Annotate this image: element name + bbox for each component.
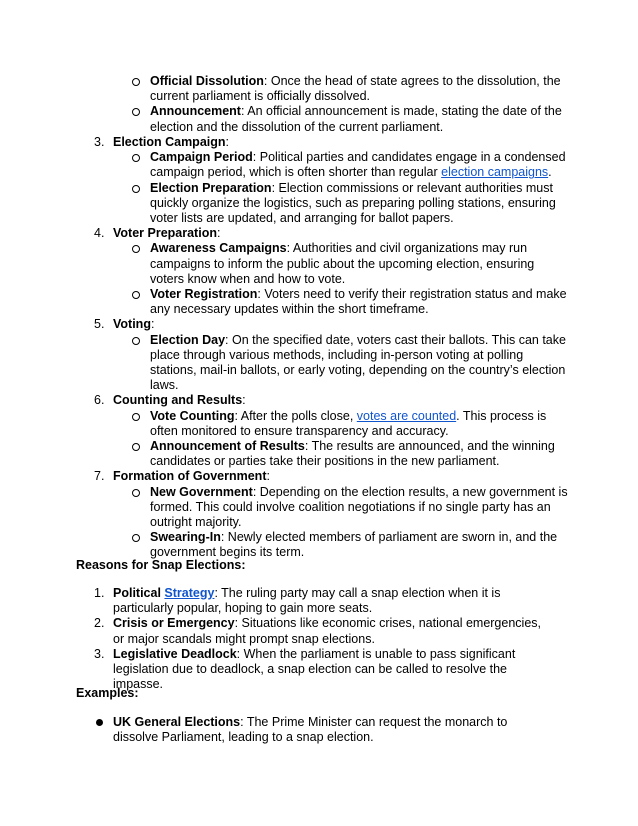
reasons-list (0, 586, 638, 692)
hollow-bullet-icon (132, 337, 140, 345)
step-colon: : (216, 226, 221, 241)
list-item (0, 586, 553, 616)
hollow-bullet-icon (132, 154, 140, 162)
item-term: Official Dissolution (150, 74, 264, 88)
votes-are-counted-link[interactable]: votes are counted (356, 408, 457, 423)
step-item (0, 469, 638, 484)
hollow-bullet-icon (132, 534, 140, 542)
election-campaigns-link[interactable]: election campaigns (441, 165, 549, 180)
item-number: 3. (94, 646, 105, 661)
hollow-bullet-icon (132, 489, 140, 497)
hollow-bullet-icon (132, 108, 140, 116)
item-text: : The ruling party may call a snap election when it is particularly popular, hoping to gain more seats. (113, 586, 501, 616)
filled-bullet-icon (96, 719, 103, 726)
step-colon: : (242, 393, 246, 408)
item-term: Political (113, 586, 165, 600)
item-term: Swearing-In (150, 530, 221, 545)
step-item (0, 393, 638, 408)
item-term: Awareness Campaigns (150, 241, 287, 256)
step-title: Election Campaign (113, 135, 226, 149)
strategy-link[interactable]: Strategy (164, 586, 215, 600)
item-term: Crisis or Emergency (113, 616, 235, 631)
step-colon: : (266, 469, 270, 484)
list-item (0, 333, 570, 394)
list-item (0, 104, 570, 134)
item-term: Election Preparation (150, 180, 272, 195)
item-term: New Government (150, 484, 253, 499)
item-text: : Authorities and civil organizations may run campaigns to inform the public about the upcoming election, ensuring voters know when and how to vote. (150, 241, 535, 286)
item-term: Legislative Deadlock (113, 646, 237, 661)
item-term: Announcement of Results (150, 439, 305, 454)
step-title: Voting (113, 317, 151, 332)
hollow-bullet-icon (132, 443, 140, 451)
item-text: : Election commissions or relevant authorities must quickly organize the logistics, such as preparing polling stations, ensuring voter lists are updated, and arranging for ballot papers. (150, 180, 556, 226)
step-colon: : (150, 317, 155, 332)
item-term: Campaign Period (150, 150, 253, 165)
hollow-bullet-icon (132, 185, 140, 193)
item-term: Announcement (150, 104, 241, 119)
item-text: : An official announcement is made, stating the date of the election and the dissolution of the current parliament. (150, 104, 562, 134)
item-text: : The results are announced, and the winning candidates or parties take their positions in the new parliament. (150, 439, 555, 469)
item-number: 1. (94, 586, 105, 600)
step-number: 7. (94, 469, 105, 484)
item-text: : The Prime Minister can request the monarch to dissolve Parliament, leading to a snap election. (113, 715, 508, 745)
list-item (0, 181, 570, 227)
top-sub-list (0, 74, 638, 135)
steps-list (0, 135, 638, 561)
item-text: : After the polls close, (234, 408, 357, 423)
list-item (0, 439, 570, 469)
item-text: : Newly elected members of parliament are sworn in, and the government begins its term. (150, 530, 558, 560)
item-text-after: . This process is often monitored to ensure transparency and accuracy. (150, 408, 547, 438)
step-item (0, 135, 638, 150)
item-term: Voter Registration (150, 287, 258, 302)
list-item (0, 530, 570, 560)
item-text: : Depending on the election results, a new government is formed. This could involve coalition negotiations if no single party has an outright majority. (150, 484, 568, 530)
list-item (0, 409, 570, 439)
item-term: Vote Counting (150, 408, 235, 423)
step-number: 5. (94, 317, 105, 332)
step-title: Counting and Results (113, 393, 243, 408)
step-number: 6. (94, 393, 105, 408)
list-item (0, 150, 570, 180)
list-item (0, 485, 570, 531)
list-item (0, 241, 570, 287)
list-item (0, 287, 570, 317)
step-title: Voter Preparation (113, 226, 217, 241)
step-item (0, 317, 638, 332)
hollow-bullet-icon (132, 291, 140, 299)
step-item (0, 226, 638, 241)
reasons-heading: Reasons for Snap Elections: (76, 558, 246, 572)
item-text-after: . (548, 165, 552, 180)
step-number: 3. (94, 135, 105, 149)
item-text: : Political parties and candidates engage in a condensed campaign period, which is often shorter than regular (150, 150, 566, 180)
item-text: : On the specified date, voters cast their ballots. This can take place through various methods, including in-person voting at polling stations, mail-in ballots, or early voting, depending on the country’s election laws. (150, 332, 566, 393)
list-item (0, 715, 553, 745)
hollow-bullet-icon (132, 413, 140, 421)
step-number: 4. (94, 226, 105, 241)
item-term: Election Day (150, 332, 226, 347)
item-text: : Situations like economic crises, national emergencies, or major scandals might prompt snap elections. (113, 616, 541, 646)
item-number: 2. (94, 616, 105, 631)
item-text: : When the parliament is unable to pass significant legislation due to deadlock, a snap election can be called to resolve the impasse. (113, 646, 516, 692)
hollow-bullet-icon (132, 245, 140, 253)
item-text: : Voters need to verify their registration status and make any necessary updates within the short timeframe. (150, 287, 567, 317)
item-text: : Once the head of state agrees to the dissolution, the current parliament is officially dissolved. (150, 74, 561, 104)
list-item (0, 74, 570, 104)
list-item (0, 616, 553, 646)
item-term: UK General Elections (113, 715, 241, 729)
step-title: Formation of Government (113, 469, 267, 484)
examples-list (0, 715, 638, 745)
examples-heading: Examples: (76, 686, 139, 700)
step-colon: : (225, 135, 230, 149)
hollow-bullet-icon (132, 78, 140, 86)
